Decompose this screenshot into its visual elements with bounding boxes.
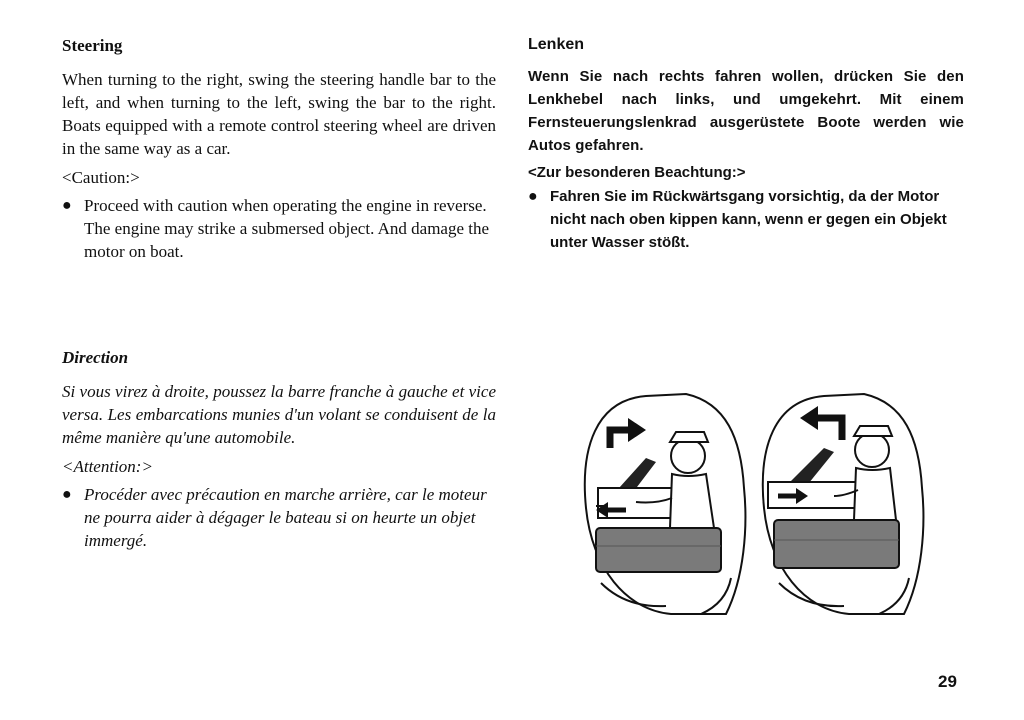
german-caution-text: Fahren Sie im Rückwärtsgang vorsichtig, da der Motor nicht nach oben kippen kann, wenn er gegen ein Objekt unter Wasser stößt. — [550, 188, 947, 251]
german-section — [528, 36, 964, 254]
french-heading: Direction — [62, 348, 129, 367]
turn-left-diagram — [763, 394, 924, 614]
french-caution-item — [62, 483, 496, 552]
page-number: 29 — [938, 672, 957, 691]
english-body: When turning to the right, swing the steering handle bar to the left, and when turning to the left, swing the bar to the right. Boats equipped with a remote control steering wheel are driven in the same way as a car. — [62, 70, 496, 158]
english-section — [62, 36, 496, 263]
english-heading: Steering — [62, 36, 123, 55]
french-caution-label: <Attention:> — [62, 457, 153, 476]
german-caution-item — [528, 185, 964, 254]
french-caution-text: Procéder avec précaution en marche arrière, car le moteur ne pourra aider à dégager le bateau si on heurte un objet immergé. — [84, 485, 487, 550]
german-body: Wenn Sie nach rechts fahren wollen, drücken Sie den Lenkhebel nach links, und umgekehrt. Mit einem Fernsteuerungslenkrad ausgerüstete Boote werden wie Autos gefahren. — [528, 68, 964, 154]
bullet-icon: ● — [528, 188, 538, 205]
english-caution-text: Proceed with caution when operating the engine in reverse. The engine may strike a submersed object. And damage the motor on boat. — [84, 196, 490, 261]
german-caution-label: <Zur besonderen Beachtung:> — [528, 164, 746, 181]
german-heading: Lenken — [528, 36, 585, 53]
bullet-icon: ● — [62, 486, 72, 503]
steering-illustration — [576, 378, 926, 618]
english-caution-label: <Caution:> — [62, 168, 140, 187]
english-caution-item — [62, 194, 496, 263]
bullet-icon: ● — [62, 197, 72, 214]
french-section — [62, 348, 496, 552]
turn-right-diagram — [585, 394, 746, 614]
french-body: Si vous virez à droite, poussez la barre franche à gauche et vice versa. Les embarcations munies d'un volant se conduisent de la même manière qu'une automobile. — [62, 382, 496, 447]
